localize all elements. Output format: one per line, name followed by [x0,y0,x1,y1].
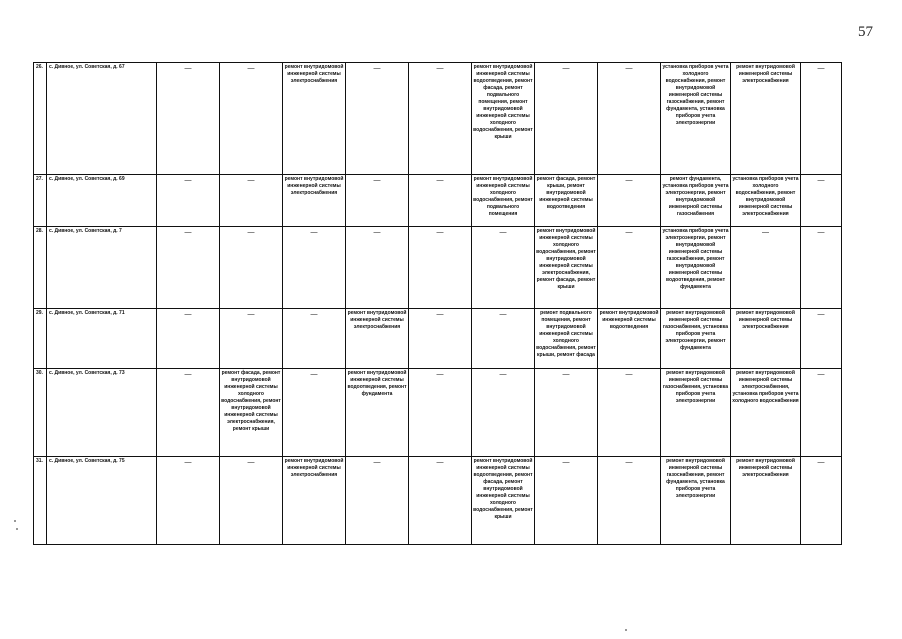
work-cell [220,369,283,457]
work-description: ремонт внутридомовой инженерной системы водоотведения [599,310,659,330]
scan-speck [16,528,18,530]
address-cell: с. Дивное, ул. Советская, д. 69 [47,175,157,227]
work-cell [535,369,598,457]
row-number: 28. [34,227,47,309]
table-row [34,63,842,175]
empty-dash: — [184,229,192,236]
work-description: ремонт фундамента, установка приборов учета электроэнергии, ремонт внутридомовой инженерной системы газоснабжения [662,176,729,217]
work-cell [220,63,283,175]
empty-dash: — [247,459,255,466]
work-cell [346,63,409,175]
work-cell [157,309,220,369]
work-cell [801,457,842,545]
table-row [34,457,842,545]
work-cell [409,227,472,309]
row-number: 31. [34,457,47,545]
work-description: ремонт фасада, ремонт внутридомовой инженерной системы холодного водоснабжения, ремонт внутридомовой инженерной системы электроснабжения, ремонт крыши [221,370,281,432]
work-description: ремонт внутридомовой инженерной системы холодного водоснабжения, ремонт внутридомовой инженерной системы электроснабжения, ремонт фасада, ремонт крыши [536,228,596,290]
work-cell [346,369,409,457]
empty-dash: — [817,229,825,236]
work-cell [409,309,472,369]
empty-dash: — [184,177,192,184]
work-description: установка приборов учета электроэнергии, ремонт внутридомовой инженерной системы газоснабжения, ремонт внутридомовой инженерной системы водоотведения, ремонт фундамента [662,228,729,290]
work-description: ремонт внутридомовой инженерной системы водоотведения, ремонт фасада, ремонт внутридомовой инженерной системы холодного водоснабжения, ремонт крыши [473,458,533,520]
work-cell [731,175,801,227]
work-cell [472,309,535,369]
work-cell [661,309,731,369]
work-cell [661,369,731,457]
row-number: 29. [34,309,47,369]
repair-schedule-table [33,62,842,545]
work-cell [283,175,346,227]
work-cell [661,175,731,227]
work-cell [801,227,842,309]
work-cell [472,63,535,175]
work-cell [220,309,283,369]
work-cell [409,369,472,457]
work-cell [346,227,409,309]
work-cell [731,369,801,457]
address-cell: с. Дивное, ул. Советская, д. 71 [47,309,157,369]
work-cell [598,457,661,545]
work-cell [157,175,220,227]
work-cell [731,63,801,175]
work-cell [598,227,661,309]
work-cell [731,457,801,545]
empty-dash: — [247,65,255,72]
empty-dash: — [625,371,633,378]
work-cell [801,369,842,457]
page-number: 57 [858,24,873,40]
empty-dash: — [373,229,381,236]
work-description: ремонт внутридомовой инженерной системы газоснабжения, установка приборов учета электроэнергии, ремонт фундамента [662,310,729,351]
empty-dash: — [817,459,825,466]
empty-dash: — [625,459,633,466]
work-description: ремонт внутридомовой инженерной системы водоотведения, ремонт фасада, ремонт подвального помещения, ремонт внутридомовой инженерной системы холодного водоснабжения, ремонт крыши [473,64,533,140]
work-cell [409,63,472,175]
scan-speck [14,520,16,522]
empty-dash: — [436,177,444,184]
empty-dash: — [436,229,444,236]
address-cell: с. Дивное, ул. Советская, д. 75 [47,457,157,545]
work-cell [731,309,801,369]
row-number: 27. [34,175,47,227]
work-cell [801,175,842,227]
row-number: 30. [34,369,47,457]
work-cell [598,309,661,369]
empty-dash: — [562,459,570,466]
work-description: ремонт внутридомовой инженерной системы электроснабжения [736,310,795,330]
empty-dash: — [310,229,318,236]
empty-dash: — [247,229,255,236]
work-description: ремонт внутридомовой инженерной системы электроснабжения [284,176,344,196]
scan-speck [625,629,627,631]
empty-dash: — [625,229,633,236]
work-cell [220,227,283,309]
empty-dash: — [247,311,255,318]
work-cell [283,227,346,309]
empty-dash: — [184,371,192,378]
empty-dash: — [817,371,825,378]
empty-dash: — [499,371,507,378]
work-cell [535,63,598,175]
work-cell [283,309,346,369]
empty-dash: — [310,311,318,318]
empty-dash: — [762,229,769,236]
work-description: установка приборов учета холодного водоснабжения, ремонт внутридомовой инженерной системы электроснабжения [732,176,799,217]
table-row [34,175,842,227]
empty-dash: — [310,371,318,378]
work-cell [598,369,661,457]
work-cell [661,227,731,309]
empty-dash: — [817,177,825,184]
work-cell [283,63,346,175]
empty-dash: — [436,459,444,466]
work-description: установка приборов учета холодного водоснабжения, ремонт внутридомовой инженерной системы газоснабжения, ремонт фундамента, установка приборов учета электроэнергии [662,64,729,126]
empty-dash: — [817,311,825,318]
row-number: 26. [34,63,47,175]
work-cell [731,227,801,309]
work-cell [409,457,472,545]
work-cell [157,457,220,545]
empty-dash: — [436,65,444,72]
work-cell [283,457,346,545]
work-cell [535,457,598,545]
work-description: ремонт подвального помещения, ремонт внутридомовой инженерной системы холодного водоснабжения, ремонт крыши, ремонт фасада [536,310,596,358]
table-row [34,227,842,309]
work-cell [157,227,220,309]
work-cell [346,175,409,227]
empty-dash: — [436,311,444,318]
work-cell [346,457,409,545]
work-description: ремонт внутридомовой инженерной системы электроснабжения [736,458,795,478]
work-cell [409,175,472,227]
empty-dash: — [184,311,192,318]
empty-dash: — [562,65,570,72]
work-cell [598,63,661,175]
work-cell [157,369,220,457]
work-cell [535,175,598,227]
work-cell [661,63,731,175]
empty-dash: — [562,371,570,378]
table-row [34,369,842,457]
address-cell: с. Дивное, ул. Советская, д. 73 [47,369,157,457]
work-description: ремонт внутридомовой инженерной системы холодного водоснабжения, ремонт подвального помещения [473,176,533,217]
work-cell [283,369,346,457]
empty-dash: — [499,311,507,318]
work-cell [220,457,283,545]
empty-dash: — [499,229,507,236]
empty-dash: — [184,65,192,72]
work-description: ремонт внутридомовой инженерной системы электроснабжения [347,310,407,330]
work-description: ремонт фасада, ремонт крыши, ремонт внутридомовой инженерной системы водоотведения [536,176,596,210]
empty-dash: — [184,459,192,466]
address-cell: с. Дивное, ул. Советская, д. 67 [47,63,157,175]
empty-dash: — [373,459,381,466]
work-cell [346,309,409,369]
empty-dash: — [817,65,825,72]
work-cell [801,63,842,175]
table-row [34,309,842,369]
address-cell: с. Дивное, ул. Советская, д. 7 [47,227,157,309]
work-cell [472,457,535,545]
empty-dash: — [625,65,633,72]
work-cell [535,309,598,369]
work-description: ремонт внутридомовой инженерной системы электроснабжения, установка приборов учета холодного водоснабжения [732,370,799,404]
work-description: ремонт внутридомовой инженерной системы электроснабжения [284,458,344,478]
work-cell [661,457,731,545]
work-description: ремонт внутридомовой инженерной системы газоснабжения, установка приборов учета электроэнергии [662,370,729,404]
work-cell [472,227,535,309]
work-cell [472,175,535,227]
work-description: ремонт внутридомовой инженерной системы водоотведения, ремонт фундамента [347,370,407,397]
work-description: ремонт внутридомовой инженерной системы газоснабжения, ремонт фундамента, установка приборов учета электроэнергии [666,458,725,499]
work-cell [472,369,535,457]
work-cell [220,175,283,227]
empty-dash: — [373,65,381,72]
empty-dash: — [436,371,444,378]
work-cell [157,63,220,175]
empty-dash: — [247,177,255,184]
work-cell [801,309,842,369]
work-cell [598,175,661,227]
work-cell [535,227,598,309]
empty-dash: — [625,177,633,184]
work-description: ремонт внутридомовой инженерной системы электроснабжения [284,64,344,84]
empty-dash: — [373,177,381,184]
work-description: ремонт внутридомовой инженерной системы электроснабжения [736,64,795,84]
